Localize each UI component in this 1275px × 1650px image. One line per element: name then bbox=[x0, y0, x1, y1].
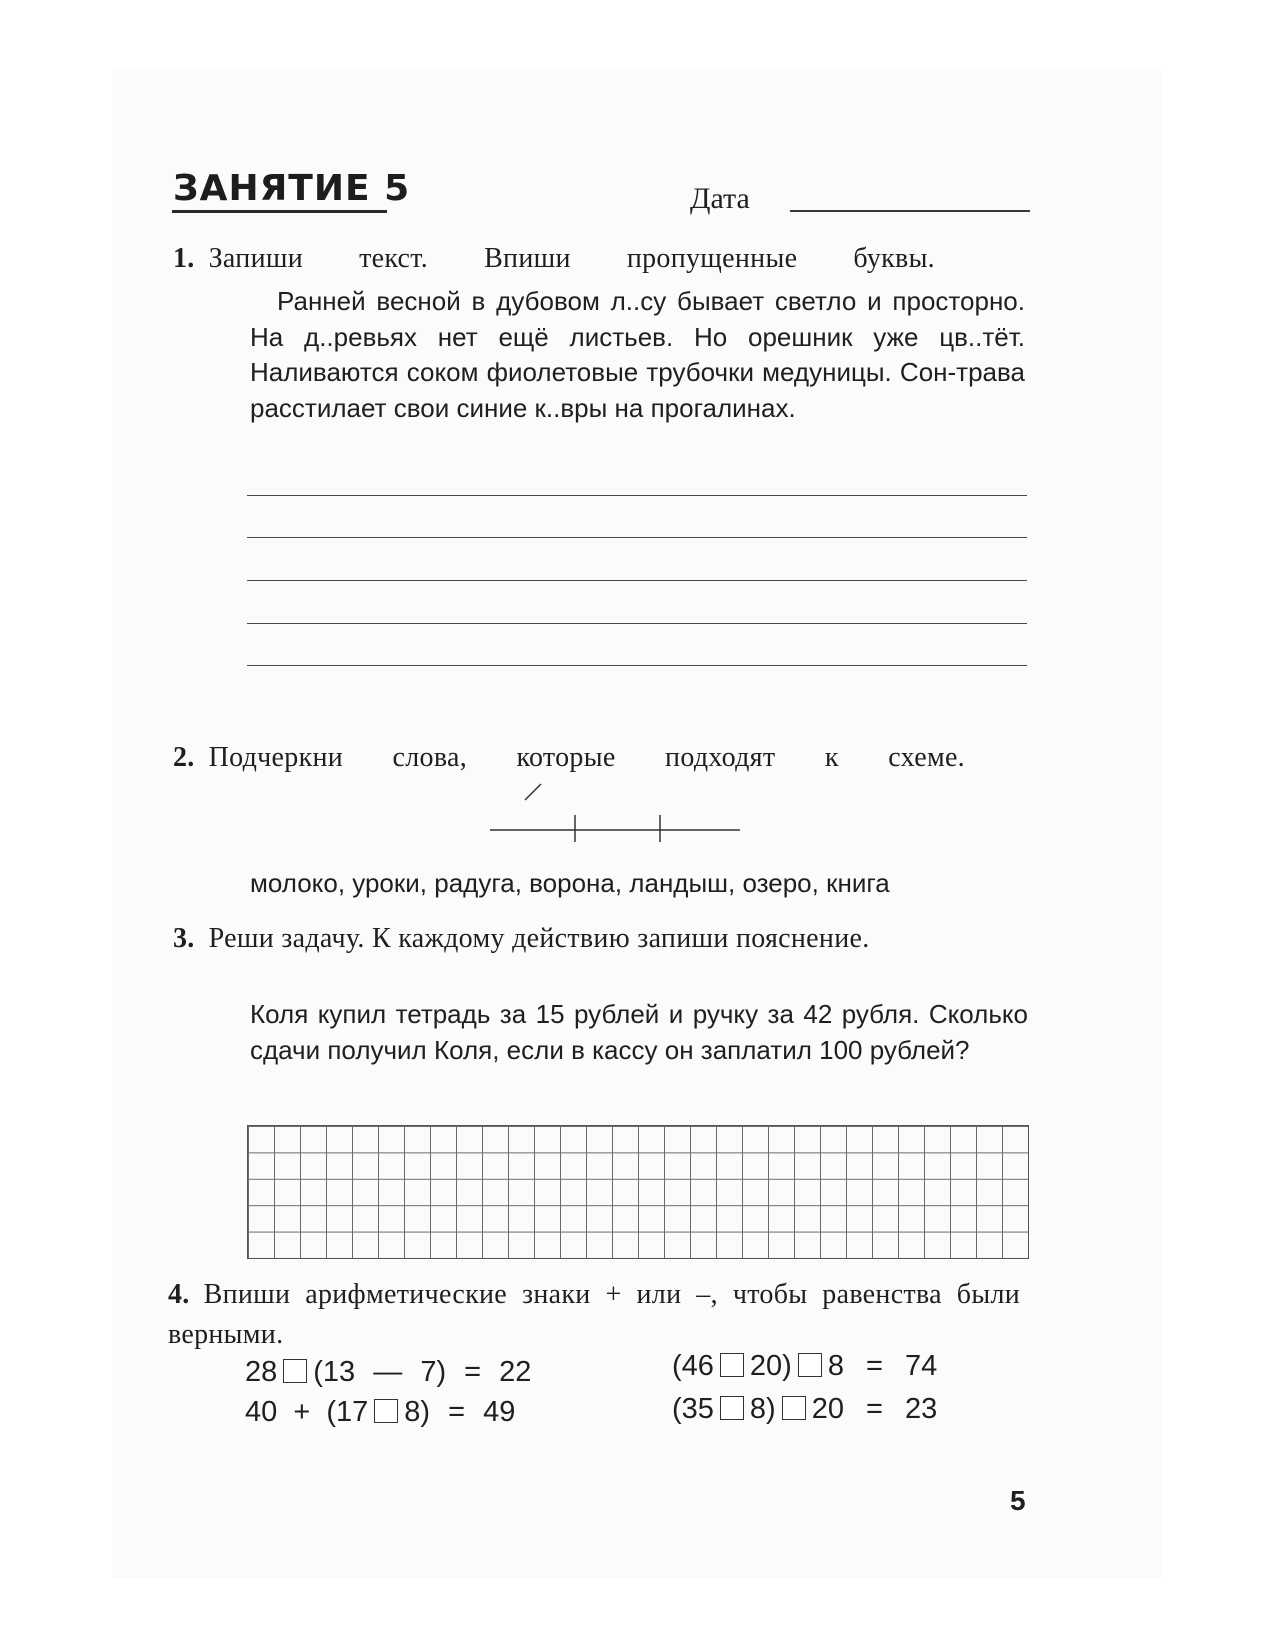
task3-number: 3. bbox=[173, 923, 195, 954]
equals-sign: = bbox=[866, 1393, 883, 1425]
sign-box[interactable] bbox=[720, 1353, 744, 1377]
task1-passage-text: Ранней весной в дубовом л..су бывает светло и просторно. На д..ревьях нет ещё листьев. Но орешник уже цв..тёт. Наливаются соком фиолетовые трубочки медуницы. Сон-трава расстилает свои синие к..вры на прогалинах. bbox=[250, 286, 1025, 423]
task2-instruction: Подчеркни слова, которые подходят к схеме. bbox=[208, 742, 965, 773]
minus-sign: — bbox=[373, 1356, 403, 1388]
operand: 28 bbox=[245, 1356, 278, 1388]
answer-grid[interactable] bbox=[247, 1125, 1029, 1259]
sign-box[interactable] bbox=[720, 1396, 744, 1420]
result: 49 bbox=[483, 1396, 516, 1428]
result: 22 bbox=[499, 1356, 532, 1388]
equation-1 bbox=[245, 1356, 531, 1389]
task2-number: 2. bbox=[173, 742, 195, 773]
result: 74 bbox=[905, 1350, 938, 1382]
operand: (46 bbox=[672, 1350, 714, 1382]
task4-instruction: Впиши арифметические знаки + или –, чтобы равенства были верными. bbox=[168, 1279, 1020, 1350]
writing-line[interactable] bbox=[247, 580, 1027, 581]
operand: 20 bbox=[811, 1393, 844, 1425]
task3-problem: Коля купил тетрадь за 15 рублей и ручку за 42 рубля. Сколько сдачи получил Коля, если в кассу он заплатил 100 рублей? bbox=[250, 999, 1028, 1065]
operand: (35 bbox=[672, 1393, 714, 1425]
task1-instruction: Запиши текст. Впиши пропущенные буквы. bbox=[208, 243, 935, 274]
writing-line[interactable] bbox=[247, 665, 1027, 666]
sign-box[interactable] bbox=[782, 1396, 806, 1420]
writing-line[interactable] bbox=[247, 623, 1027, 624]
date-label: Дата bbox=[690, 182, 750, 215]
operand: (17 bbox=[326, 1396, 369, 1428]
sign-box[interactable] bbox=[374, 1399, 398, 1423]
operand: 8) bbox=[749, 1393, 776, 1425]
operand: 20) bbox=[749, 1350, 792, 1382]
word-scheme-diagram bbox=[485, 780, 755, 850]
operand: 40 bbox=[245, 1396, 278, 1428]
task2-word-list: молоко, уроки, радуга, ворона, ландыш, озеро, книга bbox=[250, 868, 890, 898]
writing-line[interactable] bbox=[247, 495, 1027, 496]
task3-heading bbox=[173, 922, 1018, 955]
stress-mark bbox=[525, 784, 541, 800]
task4-heading bbox=[168, 1275, 1020, 1355]
operand: (13 bbox=[313, 1356, 356, 1388]
task4-number: 4. bbox=[168, 1279, 190, 1310]
lesson-title: ЗАНЯТИЕ 5 bbox=[173, 168, 411, 209]
task2-heading bbox=[173, 742, 965, 774]
task1-number: 1. bbox=[173, 243, 195, 274]
task3-instruction: Реши задачу. К каждому действию запиши пояснение. bbox=[208, 923, 870, 954]
writing-line[interactable] bbox=[247, 537, 1027, 538]
sign-box[interactable] bbox=[798, 1353, 822, 1377]
date-write-line[interactable] bbox=[790, 210, 1030, 212]
equation-4 bbox=[672, 1393, 937, 1426]
title-underline bbox=[172, 210, 387, 213]
result: 23 bbox=[905, 1393, 938, 1425]
operand: 8) bbox=[404, 1396, 431, 1428]
page-number: 5 bbox=[1010, 1485, 1026, 1516]
equation-2 bbox=[245, 1396, 515, 1429]
task1-passage bbox=[250, 284, 1025, 426]
operand: 7) bbox=[420, 1356, 447, 1388]
plus-sign: + bbox=[293, 1396, 311, 1428]
task1-heading bbox=[173, 243, 935, 275]
equals-sign: = bbox=[866, 1350, 883, 1382]
equals-sign: = bbox=[448, 1396, 466, 1428]
equals-sign: = bbox=[464, 1356, 482, 1388]
equation-3 bbox=[672, 1350, 937, 1383]
sign-box[interactable] bbox=[283, 1359, 307, 1383]
operand: 8 bbox=[827, 1350, 844, 1382]
